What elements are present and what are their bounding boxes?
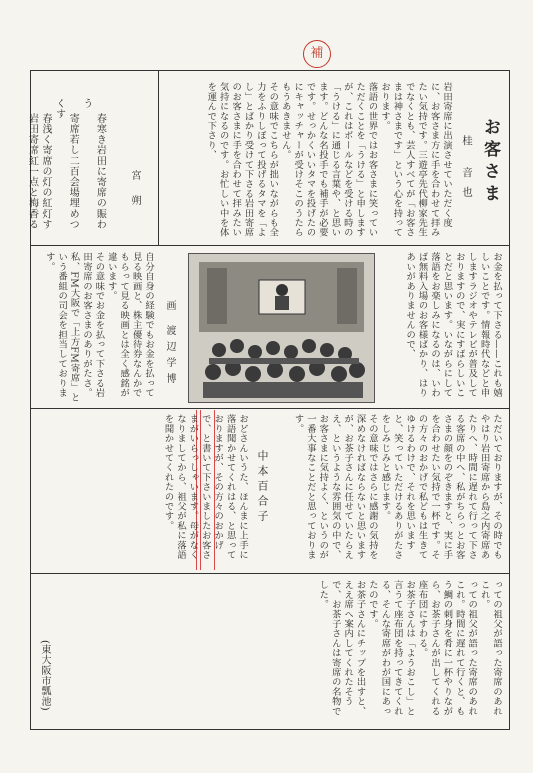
poem-box-divider [158, 70, 159, 246]
illustration [188, 253, 375, 403]
article-author: 桂 音也 [461, 135, 473, 206]
poem-text [26, 98, 120, 238]
rakugo-audience-drawing [189, 254, 374, 402]
divider-middle [30, 408, 509, 409]
divider-top [30, 245, 509, 246]
poem-line-3: 春浅く寄席の灯の紅灯す [40, 113, 52, 230]
poem-line-1: 春寒き岩田に寄席の賑わう [80, 98, 106, 230]
essay-block-5: おどさんいうた、ほんまに上手に落語聞かせてくれはる、と思っておりますが、その方々のおかげで、と書いて下さいましたお客さまがいらっしゃいます。母がなくなりましてから、祖父が私に落語を聞かせてくれたのです。 [162, 414, 248, 560]
poem-author: 宮 朔 [129, 170, 140, 212]
essay-block-1: 岩田寄席に出演させていただく度に、お客さま方に手を合わせて拝みたい気持です。三遊亭先代柳家先生でなくとも、芸人すべてが「お客さまは神さまです」という心を持っております。 落語の世界ではお客さまに笑っていただくことを「うける」と申しますが、これはボールなどを受ける時の「うける」に通じる言葉や、と思います。どんな名投手でも補手が必要です。せっかくいいタマを投げたのにキャッチャーが受けそこのうたらもうあきません。 その意味でこちらが拙いながらも全力をふりしぼって投げるタマを「よし」とばかり受けて下さる岩田寄席のお客さまに手を合わせて拝みたい気持になるのです。お忙しい中を体を運んで下さり、 [205, 82, 452, 238]
essay-block-3: 自分自身の経験でもお金を払って見る映画と、株主優待券なんかでもらって見る映画とは全く感銘が違います。 その意味でお金を払って下さる岩田寄席のお客さまのありがたさ。 私、FM大阪で「上方FM寄席」という番組の司会を担当しております。 [43, 252, 154, 402]
article-title: お客さま [480, 118, 500, 206]
illustration-caption: 画 渡辺学博 [164, 300, 175, 390]
essay-block-4: ただいておりますが、その時でもやはり岩田寄席から島之内寄席あたりへ、時間に遅れて行って下さる客席の中へ、私がちらっとお客さまの顔をのぞきますと、実に手を合わせたい気持で一杯です。その方々のおかげで私どもは生きてゆけるわけで、それを思いますと、笑っていただけるありがたさをしみじみと感じます。 その意味ではさらに感謝の気持を深めなければならないと思いますが、お茶子さんに任せていたらええ、というような雰囲気の中で、お客さまに気持よく、というのが一番大事なことだと思っております。 [292, 414, 502, 560]
sub-article-author: 中本百合子 [256, 450, 269, 525]
essay-block-2: お金を払って下さる——これも嬉しいことです。情報時代などと申しますラジオやテレビが普及しておりますので、実にすばらしいことだと思います。いながらにして落語をお楽しみになるのは、いわば無料入場のお客様ばかり、はりあいがありませんので、 [404, 252, 502, 398]
correction-stamp: 補 [303, 40, 331, 68]
poem-line-4: 岩田寄席紅一点と梅香る [26, 113, 38, 230]
essay-block-6: っての祖父が語った寄席のあれこれ。 っての祖父が語った寄席のあれこれ。時間に遅れて行くと、もう鯛の刺身を肴に一杯やりながら、お茶子さんが出してくれる座布団にすわる。 お茶子さんは「ようおこし」と言うて座布団を持ってきてくれる、そんな寄席がわが国にあったのです。 お茶子さんにチップを出すと、ええ席へ案内してくれたそうで、お茶子さんは寄席の名物でした。 [317, 580, 502, 716]
poem-line-2: 寄席若し二百会場埋めつくす [53, 98, 79, 230]
byline-location: (東大阪市瓢池) [39, 640, 50, 712]
divider-lower [30, 573, 509, 574]
